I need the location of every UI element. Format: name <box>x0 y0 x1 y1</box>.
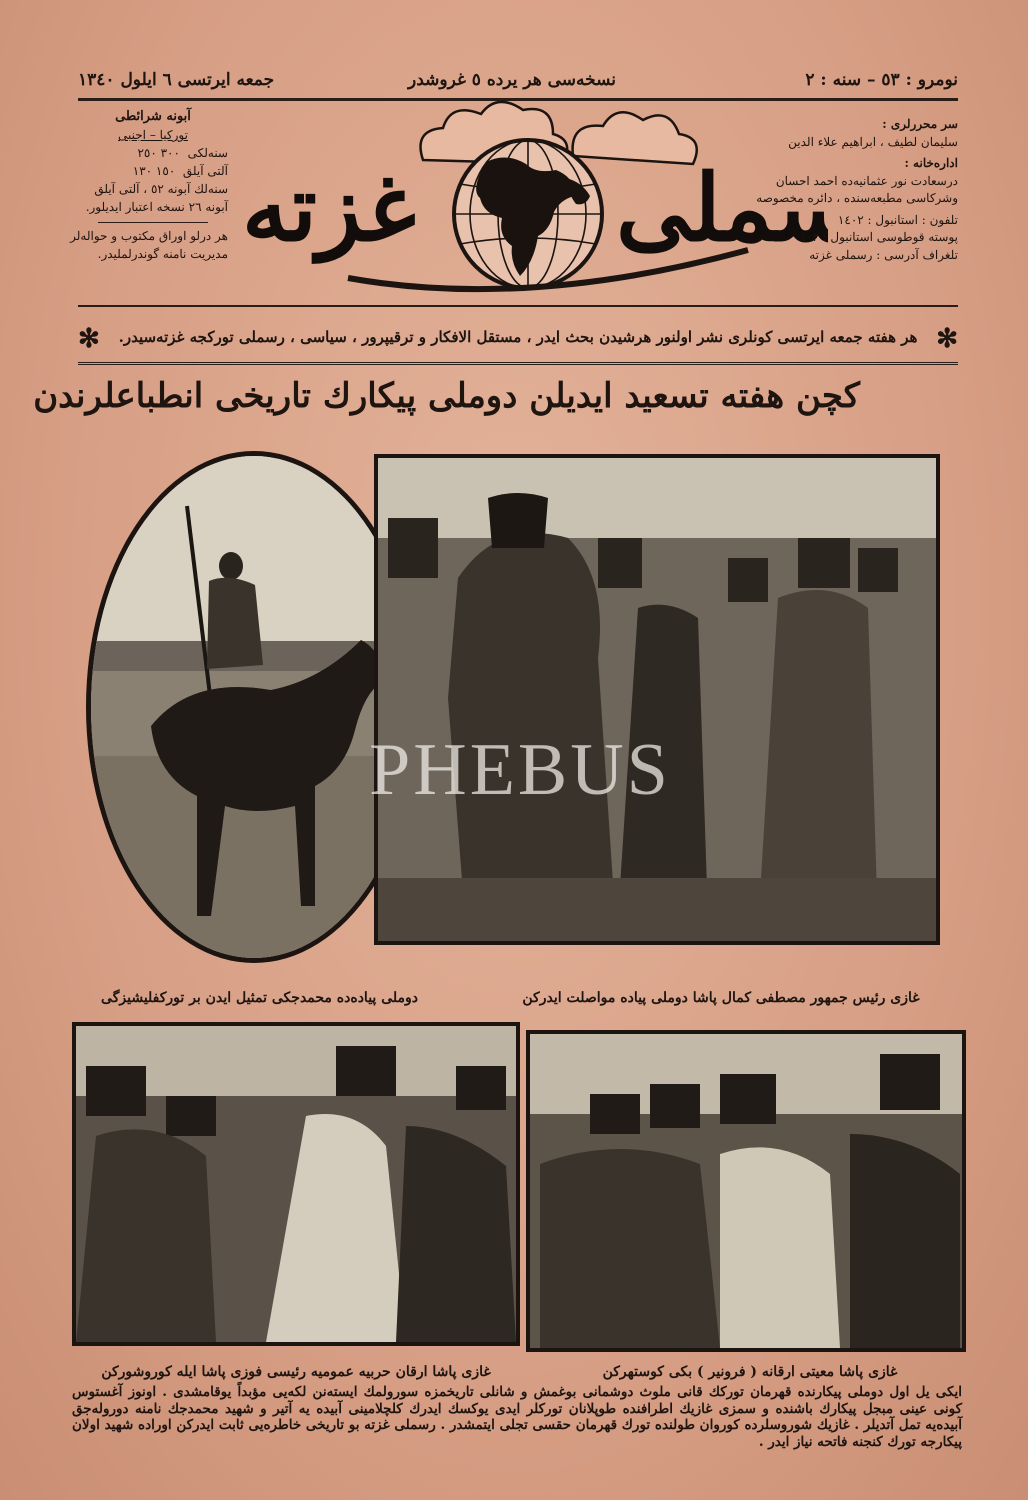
caption-entourage: غازی پاشا معیتی ارقانه ( فرونیر ) بكی كوستهركن <box>602 1364 898 1380</box>
phone: تلفون : استانبول : ١٤٠٢ <box>837 212 958 227</box>
caption-fevzi-pasha: غازی پاشا ارقان حربیه عمومیه رئیسی فوزی پاشا ایله كوروشوركن <box>101 1364 491 1380</box>
six-month-values: ١٥٠ ١٣٠ <box>132 164 176 178</box>
subscription-note-3: هر درلو اوراق مكتوب و حواله‌لر <box>70 229 228 243</box>
photo-horseman <box>86 451 422 963</box>
yearly-values: ٣٠٠ ٢٥٠ <box>137 146 180 160</box>
masthead-logo <box>228 100 828 300</box>
subscription-note-4: مدیریت نامنه گوندرلملیدر. <box>97 247 228 261</box>
photo-showing-entourage <box>526 1030 966 1352</box>
watermark: PHEBUS <box>369 729 671 811</box>
asterisk-ornament-icon: ✻ <box>936 324 958 354</box>
masthead <box>70 100 958 307</box>
admin-line-2: وشركاسی مطبعه‌سنده ، دائره‌ مخصوصه <box>756 191 958 205</box>
caption-horseman: دوملی پیاده‌ده محمدجكی تمثیل ایدن بر توركفلیشیزگی <box>101 990 418 1006</box>
photo-gazi-procession <box>374 454 940 945</box>
six-month-label: آلتی آیلق <box>182 164 228 178</box>
motto-text: هر هفته جمعه ایرتسی كونلری نشر اولنور هرشیدن بحث ایدر ، مستقل الافكار و ترقیپرور ، سیاسی ، رسملی توركجه غزته‌سیدر. <box>118 328 918 346</box>
issue-info-bar <box>78 64 958 101</box>
subscription-heading: آبونه شرائطی <box>115 109 191 124</box>
article-body: ایكی یل اول دوملی پیكارنده قهرمان توركك قانی ملوث دوشمانی بوغمش و شانلی تاریخمزه سورولمك ایسته‌نن لكه‌یی مؤبداً یوقامشدی . اونوز آغستوس كونی عینی مبجل پیكارك باشنده و سمزی غازیك اطرافنده طوپلانان توركلر ایدی یوكسك ایدرك كلچلامینی آبیده یه آتیر و شهید محمدجك نامنه دوروله‌جق آبیده‌یه تمل آتدیلر . غازیك شوروسلرده كوروان طولنده تورك قهرمان حقسی تجلی ایتمشدر . رسملی غزته بو تاریخی خاطره‌یی ثابت ایدركن اوراده شهید اولان پیكارجه تورك كنجنه فاتحه نیاز ایدر . <box>72 1384 962 1450</box>
editors-names: سلیمان لطیف ، ابراهیم علاء الدین <box>788 134 958 149</box>
caption-procession: غازی رئیس جمهور مصطفی كمال پاشا دوملی پیاده مواصلت ایدركن <box>522 990 920 1006</box>
photo-meeting-fevzi-pasha <box>72 1022 520 1346</box>
admin-heading: اداره‌خانه : <box>904 156 958 170</box>
po-box: پوسته قوطوسی استانبول : ١٠٣ <box>799 230 958 244</box>
subscription-box <box>70 108 228 263</box>
subscription-note-1: سنه‌لك آبونه ٥٢ ، آلتی آیلق <box>94 182 228 196</box>
issue-date: جمعه ایرتسی ٦ ایلول ١٣٤٠ <box>78 70 275 90</box>
yearly-label: سنه‌لكی <box>187 146 228 160</box>
telegraph: تلغراف آدرسی : رسملی غزته <box>809 247 958 262</box>
subscription-columns: توركیا – اجنبی <box>118 128 188 142</box>
title-ghazete: غزته <box>242 154 416 262</box>
headline: كچن هفته تسعید ایدیلن دوملی پیكارك تاریخی انطباعلرندن <box>33 376 860 416</box>
editorial-box <box>756 116 958 264</box>
divider <box>98 222 208 223</box>
editors-heading: سر محررلری : <box>882 117 958 131</box>
title-resimli: ملی <box>616 154 777 262</box>
subscription-note-2: آبونه ٢٦ نسخه اعتبار ایدیلور. <box>85 200 228 214</box>
motto-bar <box>78 314 958 365</box>
admin-line-1: درسعادت نور عثمانیه‌ده احمد احسان <box>775 173 958 188</box>
issue-price: نسخه‌سی هر یرده ٥ غروشدر <box>408 70 617 90</box>
asterisk-ornament-icon: ✻ <box>78 324 100 354</box>
globe-emblem <box>228 100 828 300</box>
issue-number: نومرو : ٥٣ – سنه : ٢ <box>805 70 958 90</box>
